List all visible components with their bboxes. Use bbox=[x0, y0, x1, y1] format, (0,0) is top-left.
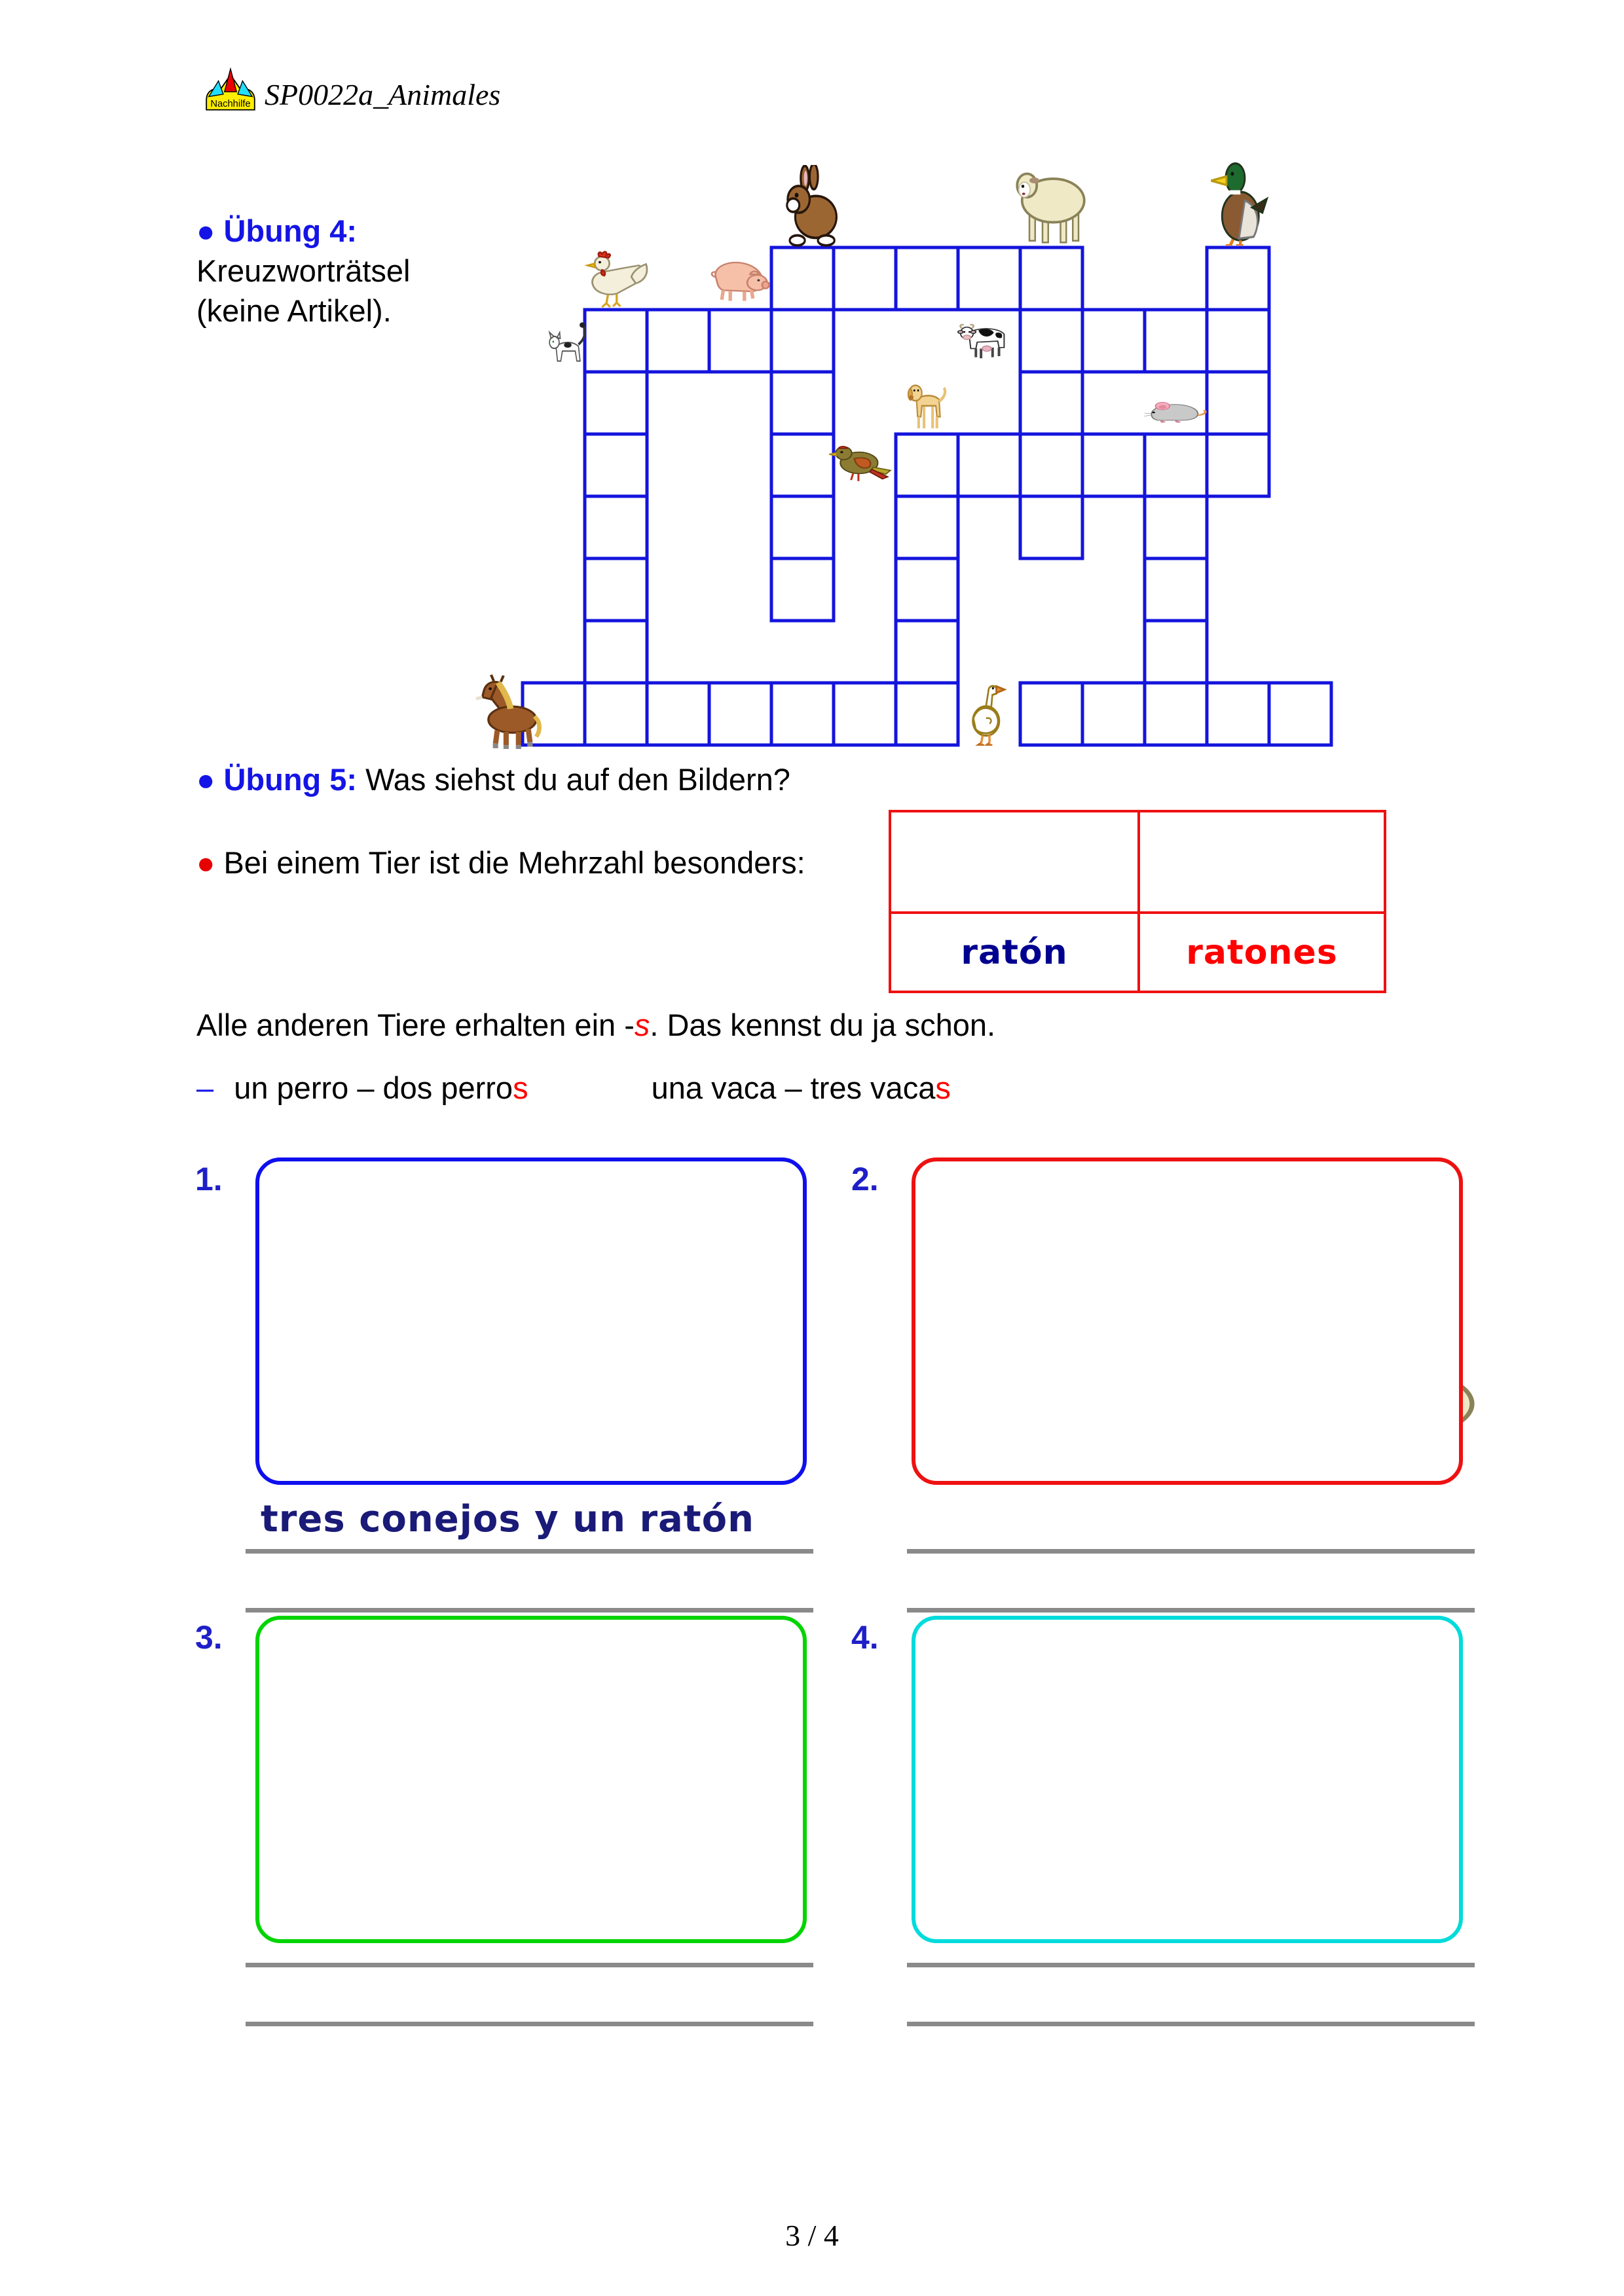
picture-box-horse-cows bbox=[912, 1616, 1463, 1943]
answer-line[interactable] bbox=[907, 2022, 1475, 2026]
crossword-cell[interactable] bbox=[585, 434, 647, 496]
crossword-cell[interactable] bbox=[709, 683, 771, 745]
exercise4-line3: (keine Artikel). bbox=[196, 293, 392, 328]
bullet-icon: ● bbox=[196, 762, 215, 797]
crossword-cell[interactable] bbox=[834, 683, 896, 745]
crossword-cell[interactable] bbox=[896, 496, 958, 558]
ratones-label: ratones bbox=[1137, 911, 1386, 993]
answer-line[interactable] bbox=[907, 1963, 1475, 1967]
crossword-cell[interactable] bbox=[1020, 247, 1082, 310]
goose-icon bbox=[956, 680, 1014, 746]
crossword-cell[interactable] bbox=[896, 558, 958, 621]
crossword-cell[interactable] bbox=[647, 683, 709, 745]
crossword-cell[interactable] bbox=[771, 434, 834, 496]
crossword-cell[interactable] bbox=[1020, 372, 1082, 434]
nachhilfe-logo bbox=[200, 63, 261, 123]
dash-icon: – bbox=[196, 1070, 214, 1105]
mallard-icon bbox=[1202, 159, 1276, 246]
answer-text: tres conejos y un ratón bbox=[261, 1498, 754, 1540]
bird-icon bbox=[829, 436, 896, 490]
crossword-cell[interactable] bbox=[1082, 683, 1145, 745]
exercise4-heading: ● Übung 4: bbox=[196, 213, 358, 248]
horse-icon bbox=[458, 672, 547, 749]
crossword-cell[interactable] bbox=[958, 247, 1020, 310]
crossword-cell[interactable] bbox=[771, 247, 834, 310]
dog-icon bbox=[900, 371, 954, 435]
examples-line: – un perro – dos perros una vaca – tres vacas bbox=[196, 1070, 951, 1105]
crossword-grid[interactable] bbox=[511, 236, 1342, 756]
crossword-cell[interactable] bbox=[585, 683, 647, 745]
raton-image-cell bbox=[889, 810, 1140, 914]
crossword-cell[interactable] bbox=[958, 434, 1020, 496]
answer-line[interactable] bbox=[246, 1963, 813, 1967]
crossword-cell[interactable] bbox=[647, 310, 709, 372]
crossword-cell[interactable] bbox=[896, 247, 958, 310]
crossword-cell[interactable] bbox=[1145, 558, 1207, 621]
cat-icon bbox=[541, 310, 595, 376]
hen-icon bbox=[581, 246, 655, 310]
raton-table bbox=[889, 810, 1386, 993]
crossword-cell[interactable] bbox=[1207, 310, 1269, 372]
crossword-cell[interactable] bbox=[1145, 434, 1207, 496]
crossword-cell[interactable] bbox=[1145, 621, 1207, 683]
plural-rule: Alle anderen Tiere erhalten ein -s. Das kennst du ja schon. bbox=[196, 1008, 996, 1042]
exercise4-block bbox=[196, 211, 411, 331]
crossword-cell[interactable] bbox=[771, 310, 834, 372]
crossword-cell[interactable] bbox=[585, 558, 647, 621]
crossword-cell[interactable] bbox=[771, 683, 834, 745]
crossword-cell[interactable] bbox=[1145, 496, 1207, 558]
answer-line[interactable] bbox=[246, 2022, 813, 2026]
picture-box-rabbits bbox=[255, 1157, 807, 1485]
plural-intro: ● Bei einem Tier ist die Mehrzahl besonders: bbox=[196, 845, 805, 880]
crossword-cell[interactable] bbox=[1145, 683, 1207, 745]
crossword-cell[interactable] bbox=[834, 247, 896, 310]
box1-number: 1. bbox=[195, 1161, 223, 1197]
crossword-cell[interactable] bbox=[1207, 434, 1269, 496]
logo-label: Nachhilfe bbox=[210, 99, 251, 110]
pig-icon bbox=[702, 251, 773, 310]
bullet-icon: ● bbox=[196, 845, 215, 880]
picture-box-geese-ducks bbox=[255, 1616, 807, 1943]
document-title: SP0022a_Animales bbox=[265, 78, 501, 111]
mouse-icon bbox=[1143, 395, 1207, 429]
box4-number: 4. bbox=[851, 1619, 879, 1656]
crossword-cell[interactable] bbox=[771, 372, 834, 434]
crossword-cell[interactable] bbox=[585, 621, 647, 683]
crossword-cell[interactable] bbox=[1207, 372, 1269, 434]
bullet-icon: ● bbox=[196, 213, 215, 248]
crossword-cell[interactable] bbox=[1020, 496, 1082, 558]
crossword-cell[interactable] bbox=[896, 683, 958, 745]
rabbit-icon bbox=[776, 165, 845, 249]
box2-number: 2. bbox=[851, 1161, 879, 1197]
page-number: 3 / 4 bbox=[785, 2219, 839, 2252]
raton-label: ratón bbox=[889, 911, 1140, 993]
answer-line[interactable] bbox=[907, 1608, 1475, 1613]
crossword-cell[interactable] bbox=[1082, 434, 1145, 496]
crossword-cell[interactable] bbox=[1269, 683, 1331, 745]
crossword-cell[interactable] bbox=[771, 496, 834, 558]
answer-line[interactable] bbox=[907, 1549, 1475, 1554]
exercise4-line2: Kreuzworträtsel bbox=[196, 253, 411, 288]
crossword-cell[interactable] bbox=[896, 434, 958, 496]
exercise5-heading: ● Übung 5: Was siehst du auf den Bildern? bbox=[196, 762, 790, 797]
cow-icon bbox=[953, 314, 1017, 368]
crossword-cell[interactable] bbox=[585, 372, 647, 434]
sheep-icon bbox=[1010, 164, 1092, 247]
crossword-cell[interactable] bbox=[1207, 683, 1269, 745]
crossword-cell[interactable] bbox=[1207, 247, 1269, 310]
crossword-cell[interactable] bbox=[1082, 310, 1145, 372]
picture-box-pigs-sheep bbox=[912, 1157, 1463, 1485]
crossword-cell[interactable] bbox=[1020, 310, 1082, 372]
crossword-cell[interactable] bbox=[585, 496, 647, 558]
ratones-image-cell bbox=[1137, 810, 1386, 914]
crossword-cell[interactable] bbox=[1020, 434, 1082, 496]
crossword-cell[interactable] bbox=[771, 558, 834, 621]
crossword-cell[interactable] bbox=[1145, 310, 1207, 372]
crossword-cell[interactable] bbox=[1020, 683, 1082, 745]
answer-line[interactable] bbox=[246, 1608, 813, 1613]
answer-line[interactable] bbox=[246, 1549, 813, 1554]
box3-number: 3. bbox=[195, 1619, 223, 1656]
crossword-cell[interactable] bbox=[709, 310, 771, 372]
crossword-cell[interactable] bbox=[896, 621, 958, 683]
